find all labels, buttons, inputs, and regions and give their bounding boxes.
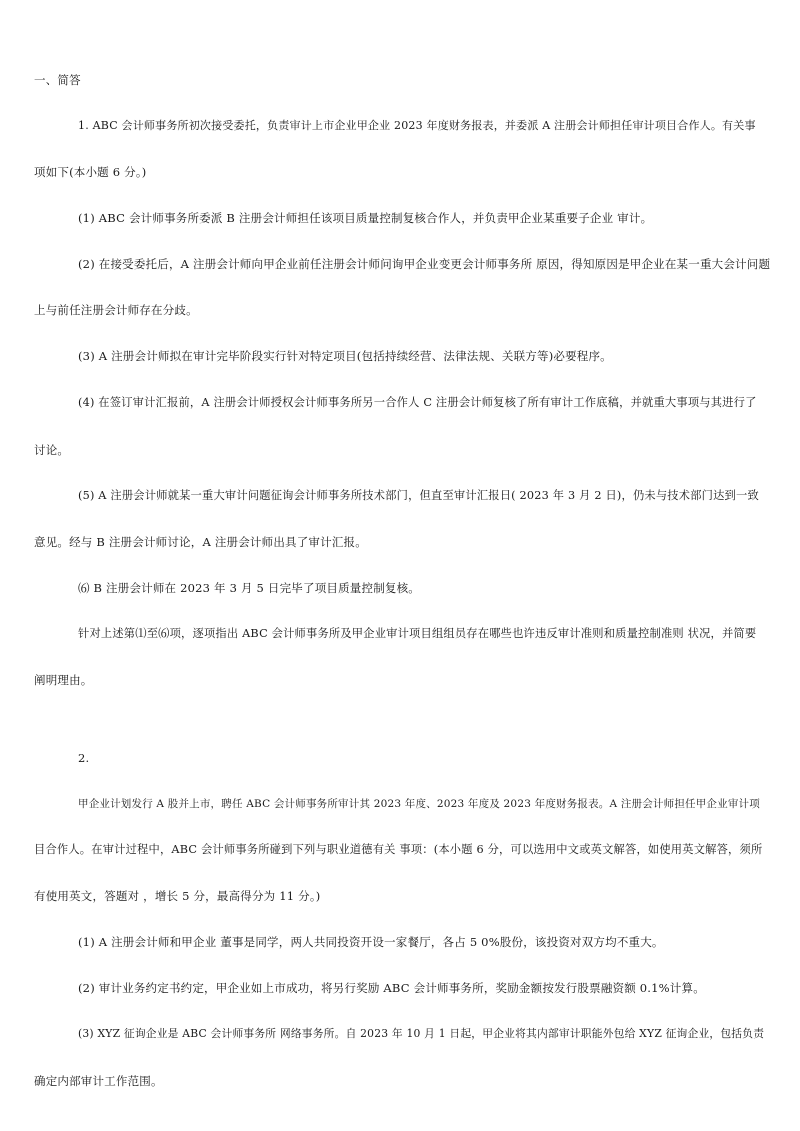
q1-item-2-line-2: 上与前任注册会计师存在分歧。 [34,303,198,317]
q1-item-5-line-2: 意见。经与 B 注册会计师讨论，A 注册会计师出具了审计汇报。 [34,535,367,549]
q1-item-4-line-1: (4) 在签订审计汇报前，A 注册会计师授权会计师事务所另一合作人 C 注册会计师复核了所有审计工作底稿，并就重大事项与其进行了 [78,396,757,409]
q1-item-4-line-2: 讨论。 [34,443,70,457]
q2-item-2: (2) 审计业务约定书约定，甲企业如上市成功，将另行奖励 ABC 会计师事务所，奖励金额按发行股票融资额 0.1%计算。 [78,981,705,995]
q1-item-2-line-1: (2) 在接受委托后，A 注册会计师向甲企业前任注册会计师问询甲企业变更会计师事务所 原因，得知原因是甲企业在某一重大会计问题 [78,257,771,271]
q1-item-6: ⑹ B 注册会计师在 2023 年 3 月 5 日完毕了项目质量控制复核。 [78,581,420,595]
q2-intro-line-2: 目合作人。在审计过程中，ABC 会计师事务所碰到下列与职业道德有关 事项：(本小题 6 分，可以选用中文或英文解答，如使用英文解答，须所 [34,843,763,856]
q1-question-line-1: 针对上述第⑴至⑹项，逐项指出 ABC 会计师事务所及甲企业审计项目组组员存在哪些也许违反审计准则和质量控制准则 状况，并简要 [78,627,757,640]
q2-number: 2. [78,751,90,765]
q1-question-line-2: 阐明理由。 [34,673,93,687]
q2-item-3-line-2: 确定内部审计工作范围。 [34,1074,163,1088]
q2-intro-line-3: 有使用英文，答题对 ，增长 5 分，最高得分为 11 分。) [34,889,321,903]
q1-item-5-line-1: (5) A 注册会计师就某一重大审计问题征询会计师事务所技术部门，但直至审计汇报日( 2023 年 3 月 2 日)，仍未与技术部门达到一致 [78,489,759,502]
section-title: 一、简答 [34,73,81,87]
q1-intro-line-1: 1. ABC 会计师事务所初次接受委托，负责审计上市企业甲企业 2023 年度财务报表，并委派 A 注册会计师担任审计项目合作人。有关事 [78,119,756,132]
q1-item-3: (3) A 注册会计师拟在审计完毕阶段实行针对特定项目(包括持续经营、法律法规、关联方等)必要程序。 [78,349,612,363]
q2-item-1: (1) A 注册会计师和甲企业 董事是同学，两人共同投资开设一家餐厅，各占 5 0%股份，该投资对双方均不重大。 [78,935,664,949]
q1-item-1: (1) ABC 会计师事务所委派 B 注册会计师担任该项目质量控制复核合作人，并负责甲企业某重要子企业 审计。 [78,211,653,225]
q2-intro-line-1: 甲企业计划发行 A 股并上市，聘任 ABC 会计师事务所审计其 2023 年度、2023 年度及 2023 年度财务报表。A 注册会计师担任甲企业审计项 [78,798,760,810]
q2-item-3-line-1: (3) XYZ 征询企业是 ABC 会计师事务所 网络事务所。自 2023 年 10 月 1 日起，甲企业将其内部审计职能外包给 XYZ 征询企业，包括负责 [78,1027,765,1040]
q1-intro-line-2: 项如下(本小题 6 分。) [34,165,147,179]
